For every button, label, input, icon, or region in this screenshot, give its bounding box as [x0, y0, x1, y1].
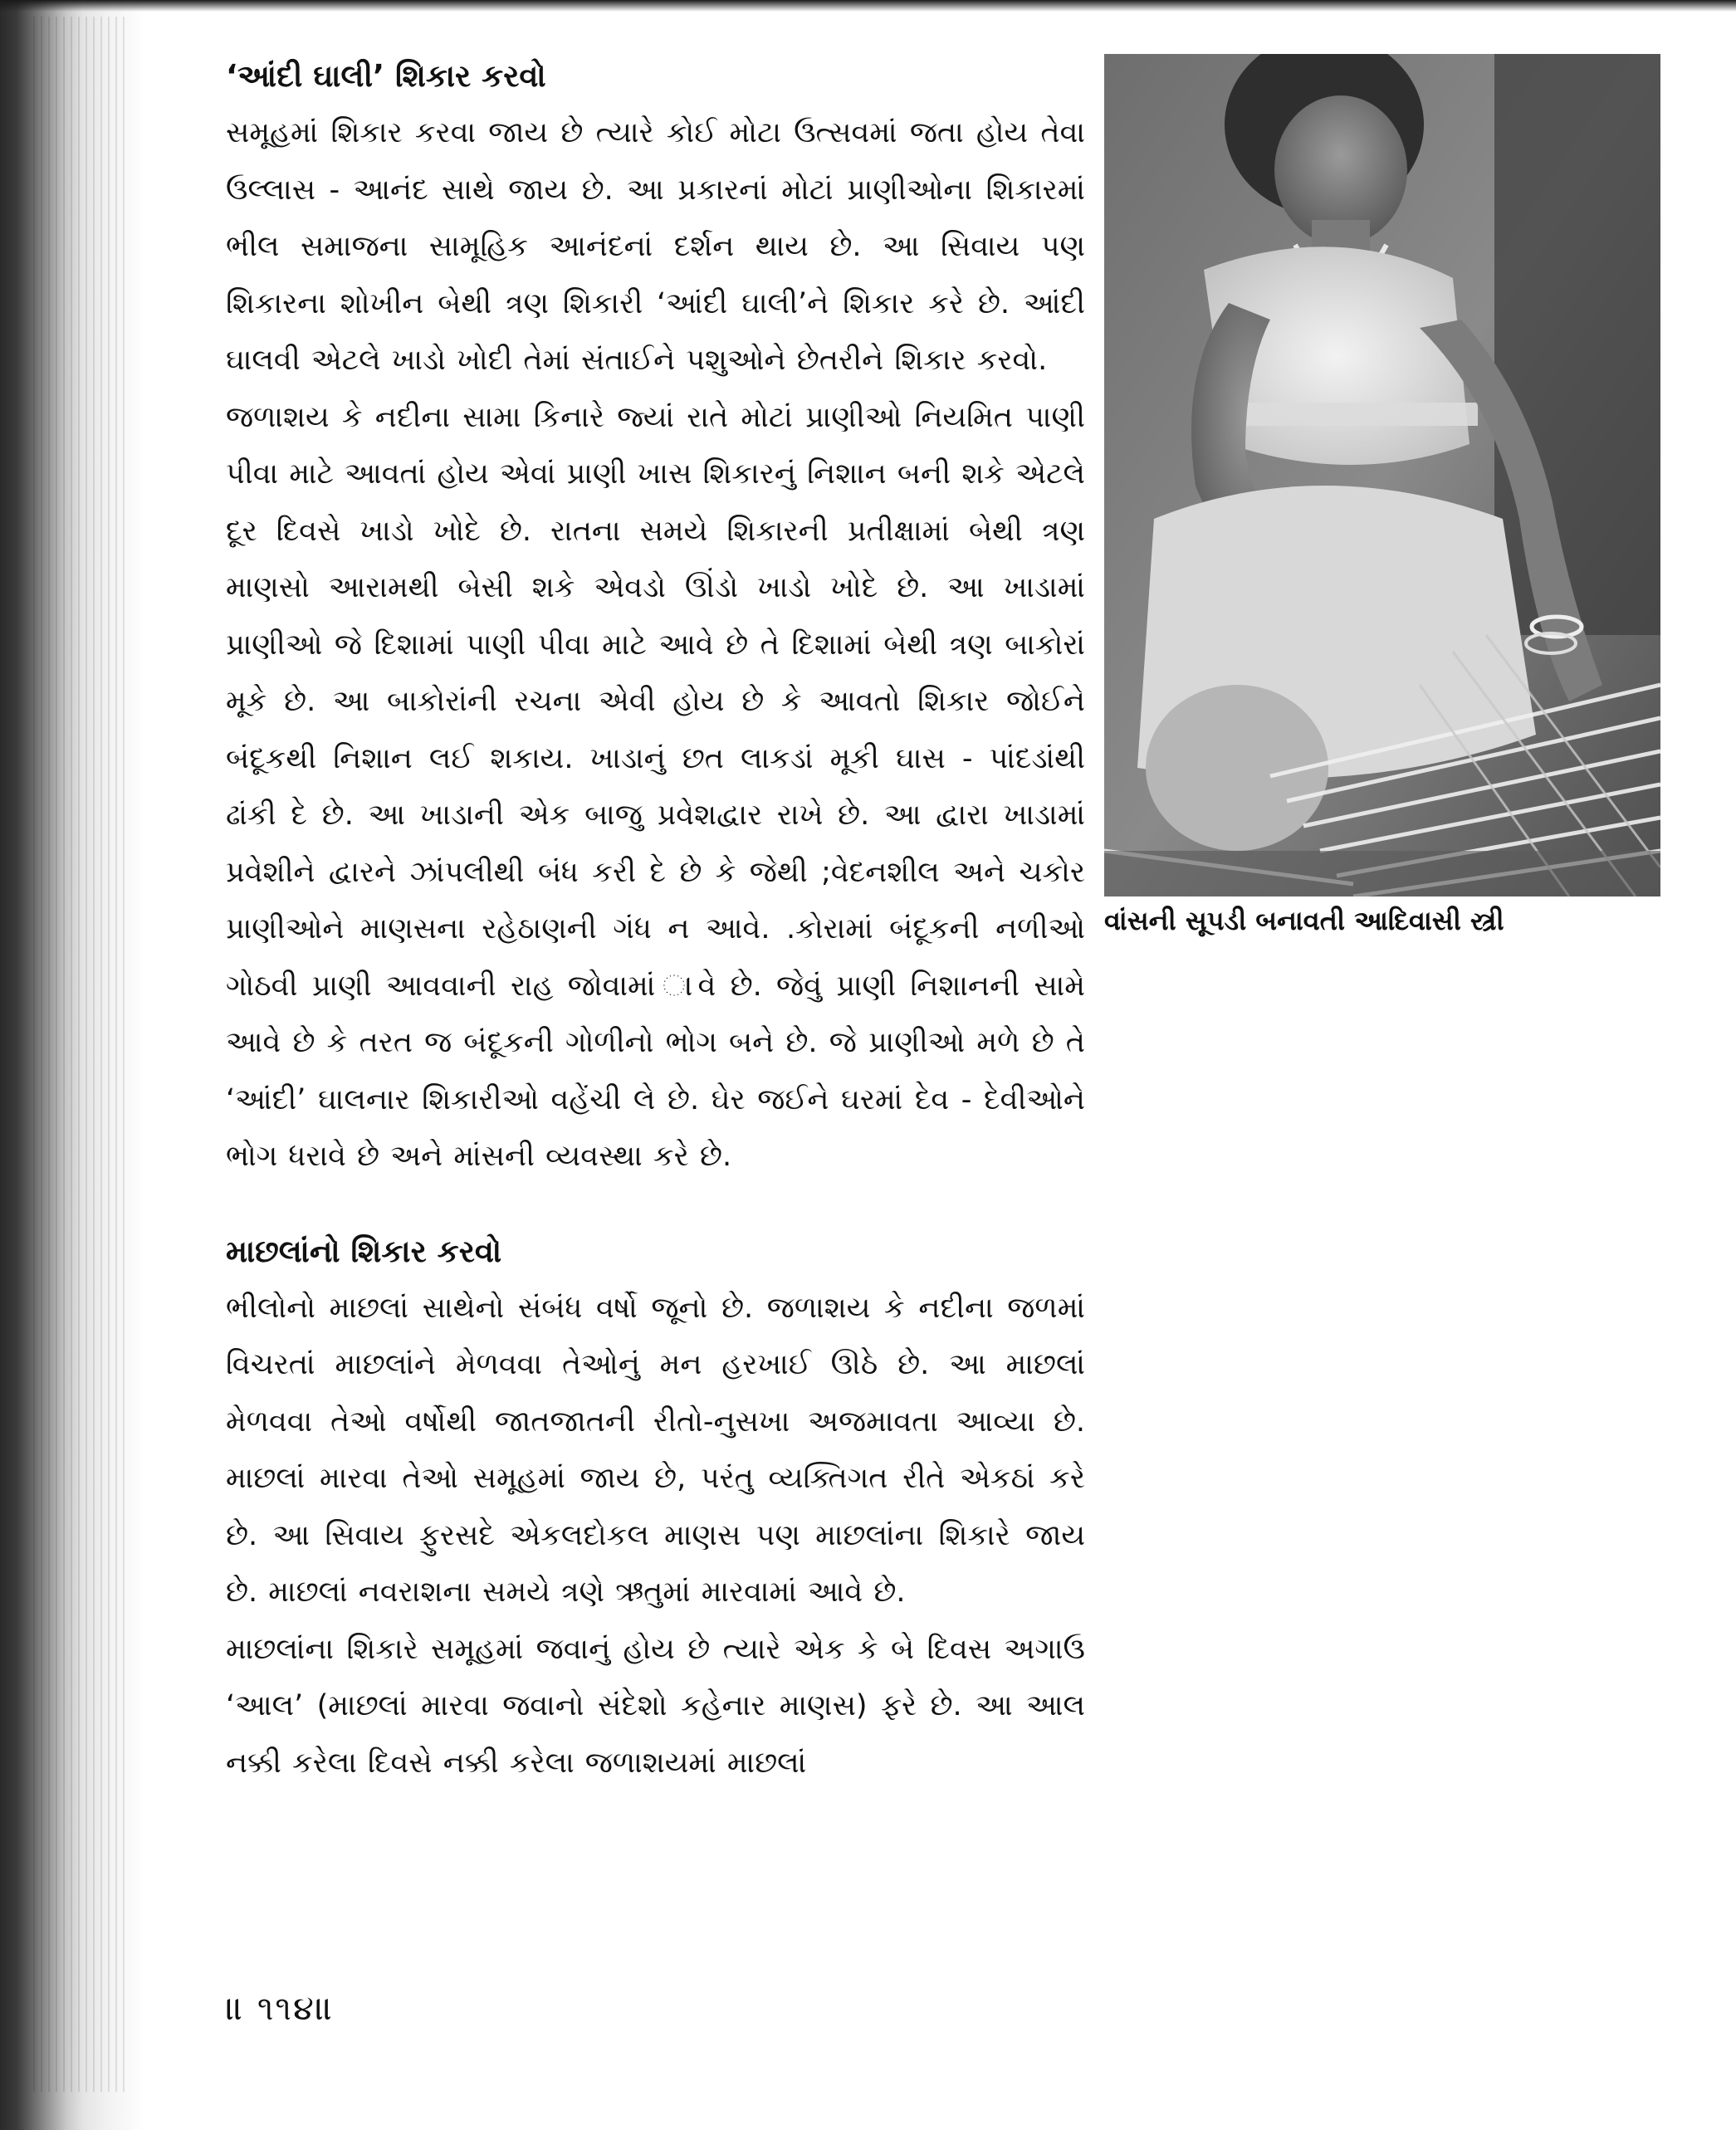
section-gap	[226, 1185, 1085, 1227]
photo-woman-weaving-bamboo	[1104, 54, 1660, 896]
top-shadow	[0, 0, 1736, 12]
paragraph: સમૂહમાં શિકાર કરવા જાય છે ત્યારે કોઈ મોટા ઉત્સવમાં જતા હોય તેવા ઉલ્લાસ - આનંદ સાથે જાય છે. આ પ્રકારનાં મોટાં પ્રાણીઓના શિકારમાં ભીલ સમાજના સામૂહિક આનંદનાં દર્શન થાય છે. આ સિવાય પણ શિકારના શોખીન બેથી ત્રણ શિકારી ‘આંદી ઘાલી’ને શિકાર કરે છે. આંદી ઘાલવી એટલે ખાડો ખોદી તેમાં સંતાઈને પશુઓને છેતરીને શિકાર કરવો.	[226, 116, 1085, 377]
section-heading-andi-ghali: ‘આંદી ઘાલી’ શિકાર કરવો	[226, 58, 546, 94]
book-page-edge	[0, 0, 145, 2130]
section-heading-fishing: માછલાંનો શિકાર કરવો	[226, 1233, 502, 1269]
page-number: ॥ ૧૧૪॥	[226, 1990, 335, 2028]
paragraph: જળાશય કે નદીના સામા કિનારે જ્યાં રાતે મોટાં પ્રાણીઓ નિયમિત પાણી પીવા માટે આવતાં હોય એવાં પ્રાણી ખાસ શિકારનું નિશાન બની શકે એટલે દૂર દિવસે ખાડો ખોદે છે. રાતના સમયે શિકારની પ્રતીક્ષામાં બેથી ત્રણ માણસો આરામથી બેસી શકે એવડો ઊંડો ખાડો ખોદે છે. આ ખાડામાં પ્રાણીઓ જે દિશામાં પાણી પીવા માટે આવે છે તે દિશામાં બેથી ત્રણ બાકોરાં મૂકે છે. આ બાકોરાંની રચના એવી હોય છે કે આવતો શિકાર જોઈને બંદૂકથી નિશાન લઈ શકાય. ખાડાનું છત લાકડાં મૂકી ઘાસ - પાંદડાંથી ઢાંકી દે છે. આ ખાડાની એક બાજુ પ્રવેશદ્વાર રાખે છે. આ દ્વારા ખાડામાં પ્રવેશીને દ્વારને ઝાંપલીથી બંધ કરી દે છે કે જેથી ;વેદનશીલ અને ચકોર પ્રાણીઓને માણસના રહેઠાણની ગંધ ન આવે. .કોરામાં બંદૂકની નળીઓ ગોઠવી પ્રાણી આવવાની રાહ જોવામાં ાવે છે. જેવું પ્રાણી નિશાનની સામે આવે છે કે તરત જ બંદૂકની ગોળીનો ભોગ બને છે. જે પ્રાણીઓ મળે છે તે ‘આંદી’ ઘાલનાર શિકારીઓ વહેંચી લે છે. ઘેર જઈને ઘરમાં દેવ - દેવીઓને ભોગ ધરાવે છે અને માંસની વ્યવસ્થા કરે છે.	[226, 400, 1085, 1173]
paragraph: માછલાંના શિકારે સમૂહમાં જવાનું હોય છે ત્યારે એક કે બે દિવસ અગાઉ ‘આલ’ (માછલાં મારવા જવાનો સંદેશો કહેનાર માણસ) ફરે છે. આ આલ નક્કી કરેલા દિવસે નક્કી કરેલા જળાશયમાં માછલાં	[226, 1632, 1085, 1780]
paragraph: ભીલોનો માછલાં સાથેનો સંબંધ વર્ષો જૂનો છે. જળાશય કે નદીના જળમાં વિચરતાં માછલાંને મેળવવા તેઓનું મન હરખાઈ ઊઠે છે. આ માછલાં મેળવવા તેઓ વર્ષોથી જાતજાતની રીતો-નુસખા અજમાવતા આવ્યા છે. માછલાં મારવા તેઓ સમૂહમાં જાય છે, પરંતુ વ્યક્તિગત રીતે એકઠાં કરે છે. આ સિવાય ફુરસદે એકલદોકલ માણસ પણ માછલાંના શિકારે જાય છે. માછલાં નવરાશના સમયે ત્રણે ઋતુમાં મારવામાં આવે છે.	[226, 1291, 1085, 1609]
photo-caption: વાંસની સૂપડી બનાવતી આદિવાસી સ્ત્રી	[1104, 905, 1504, 936]
main-text-column	[226, 51, 1085, 1791]
page-stack-lines	[33, 17, 125, 2092]
photo-figure	[1104, 54, 1660, 896]
